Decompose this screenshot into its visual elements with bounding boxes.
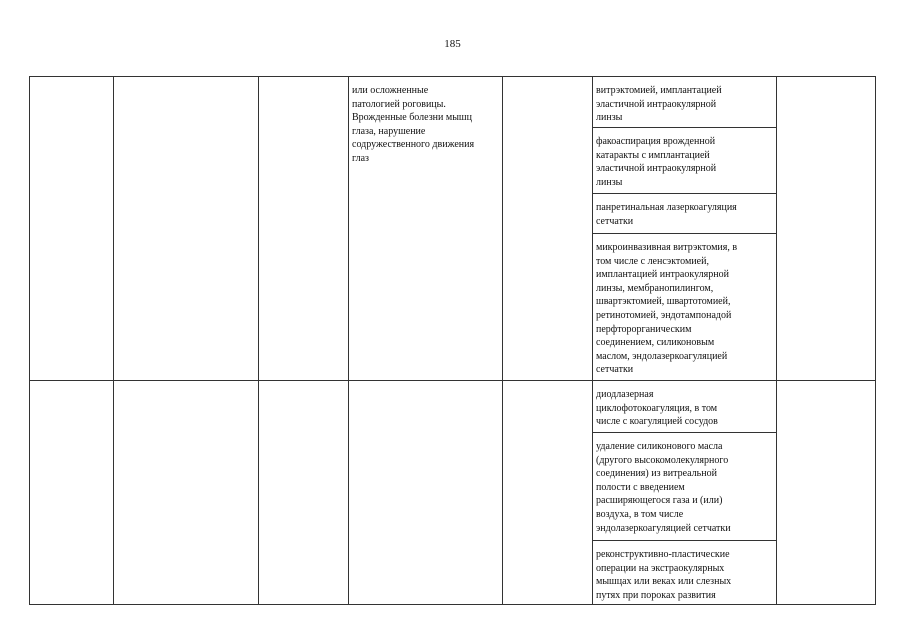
column-divider-6 — [776, 76, 777, 605]
method-cell: панретинальная лазеркоагуляция сетчатки — [596, 202, 737, 227]
column-divider-3 — [348, 76, 349, 605]
method-divider — [592, 193, 777, 194]
table-border-right — [875, 76, 876, 605]
method-cell: микроинвазивная витрэктомия, в том числе с ленсэктомией, имплантацией интраокулярной линзы, мембранопилингом, швартэктомией, швартотомией, ретинотомией, эндотампонадой перфторорганическим соединением, силиконовым маслом, эндолазеркоагуляцией сетчатки — [596, 242, 738, 376]
method-divider — [592, 127, 777, 128]
table-border-top — [29, 76, 876, 77]
method-cell: диодлазерная циклофотокоагуляция, в том числе с коагуляцией сосудов — [596, 389, 718, 428]
method-cell: факоаспирация врожденной катаракты с имплантацией эластичной интраокулярной линзы — [596, 136, 717, 188]
method-cell: удаление силиконового масла (другого высокомолекулярного соединения) из витреальной полости с введением расширяющегося газа и (или) воздуха, в том числе эндолазеркоагуляцией сетчатки — [596, 441, 731, 534]
table-border-left — [29, 76, 30, 605]
column-divider-1 — [113, 76, 114, 605]
method-divider — [592, 233, 777, 234]
page-number: 185 — [444, 38, 461, 50]
method-cell: реконструктивно-пластические операции на экстраокулярных мышцах или веках или слезных путях при пороках развития — [596, 549, 732, 601]
column-divider-4 — [502, 76, 503, 605]
column-divider-5 — [592, 76, 593, 605]
table-border-bottom — [29, 604, 876, 605]
medical-care-table — [29, 76, 876, 605]
row-divider — [29, 380, 876, 381]
method-divider — [592, 432, 777, 433]
method-divider — [592, 540, 777, 541]
column-divider-2 — [258, 76, 259, 605]
diagnosis-cell: или осложненные патологией роговицы. Врожденные болезни мышц глаза, нарушение содружественного движения глаз — [352, 85, 475, 164]
method-cell: витрэктомией, имплантацией эластичной интраокулярной линзы — [596, 85, 722, 124]
